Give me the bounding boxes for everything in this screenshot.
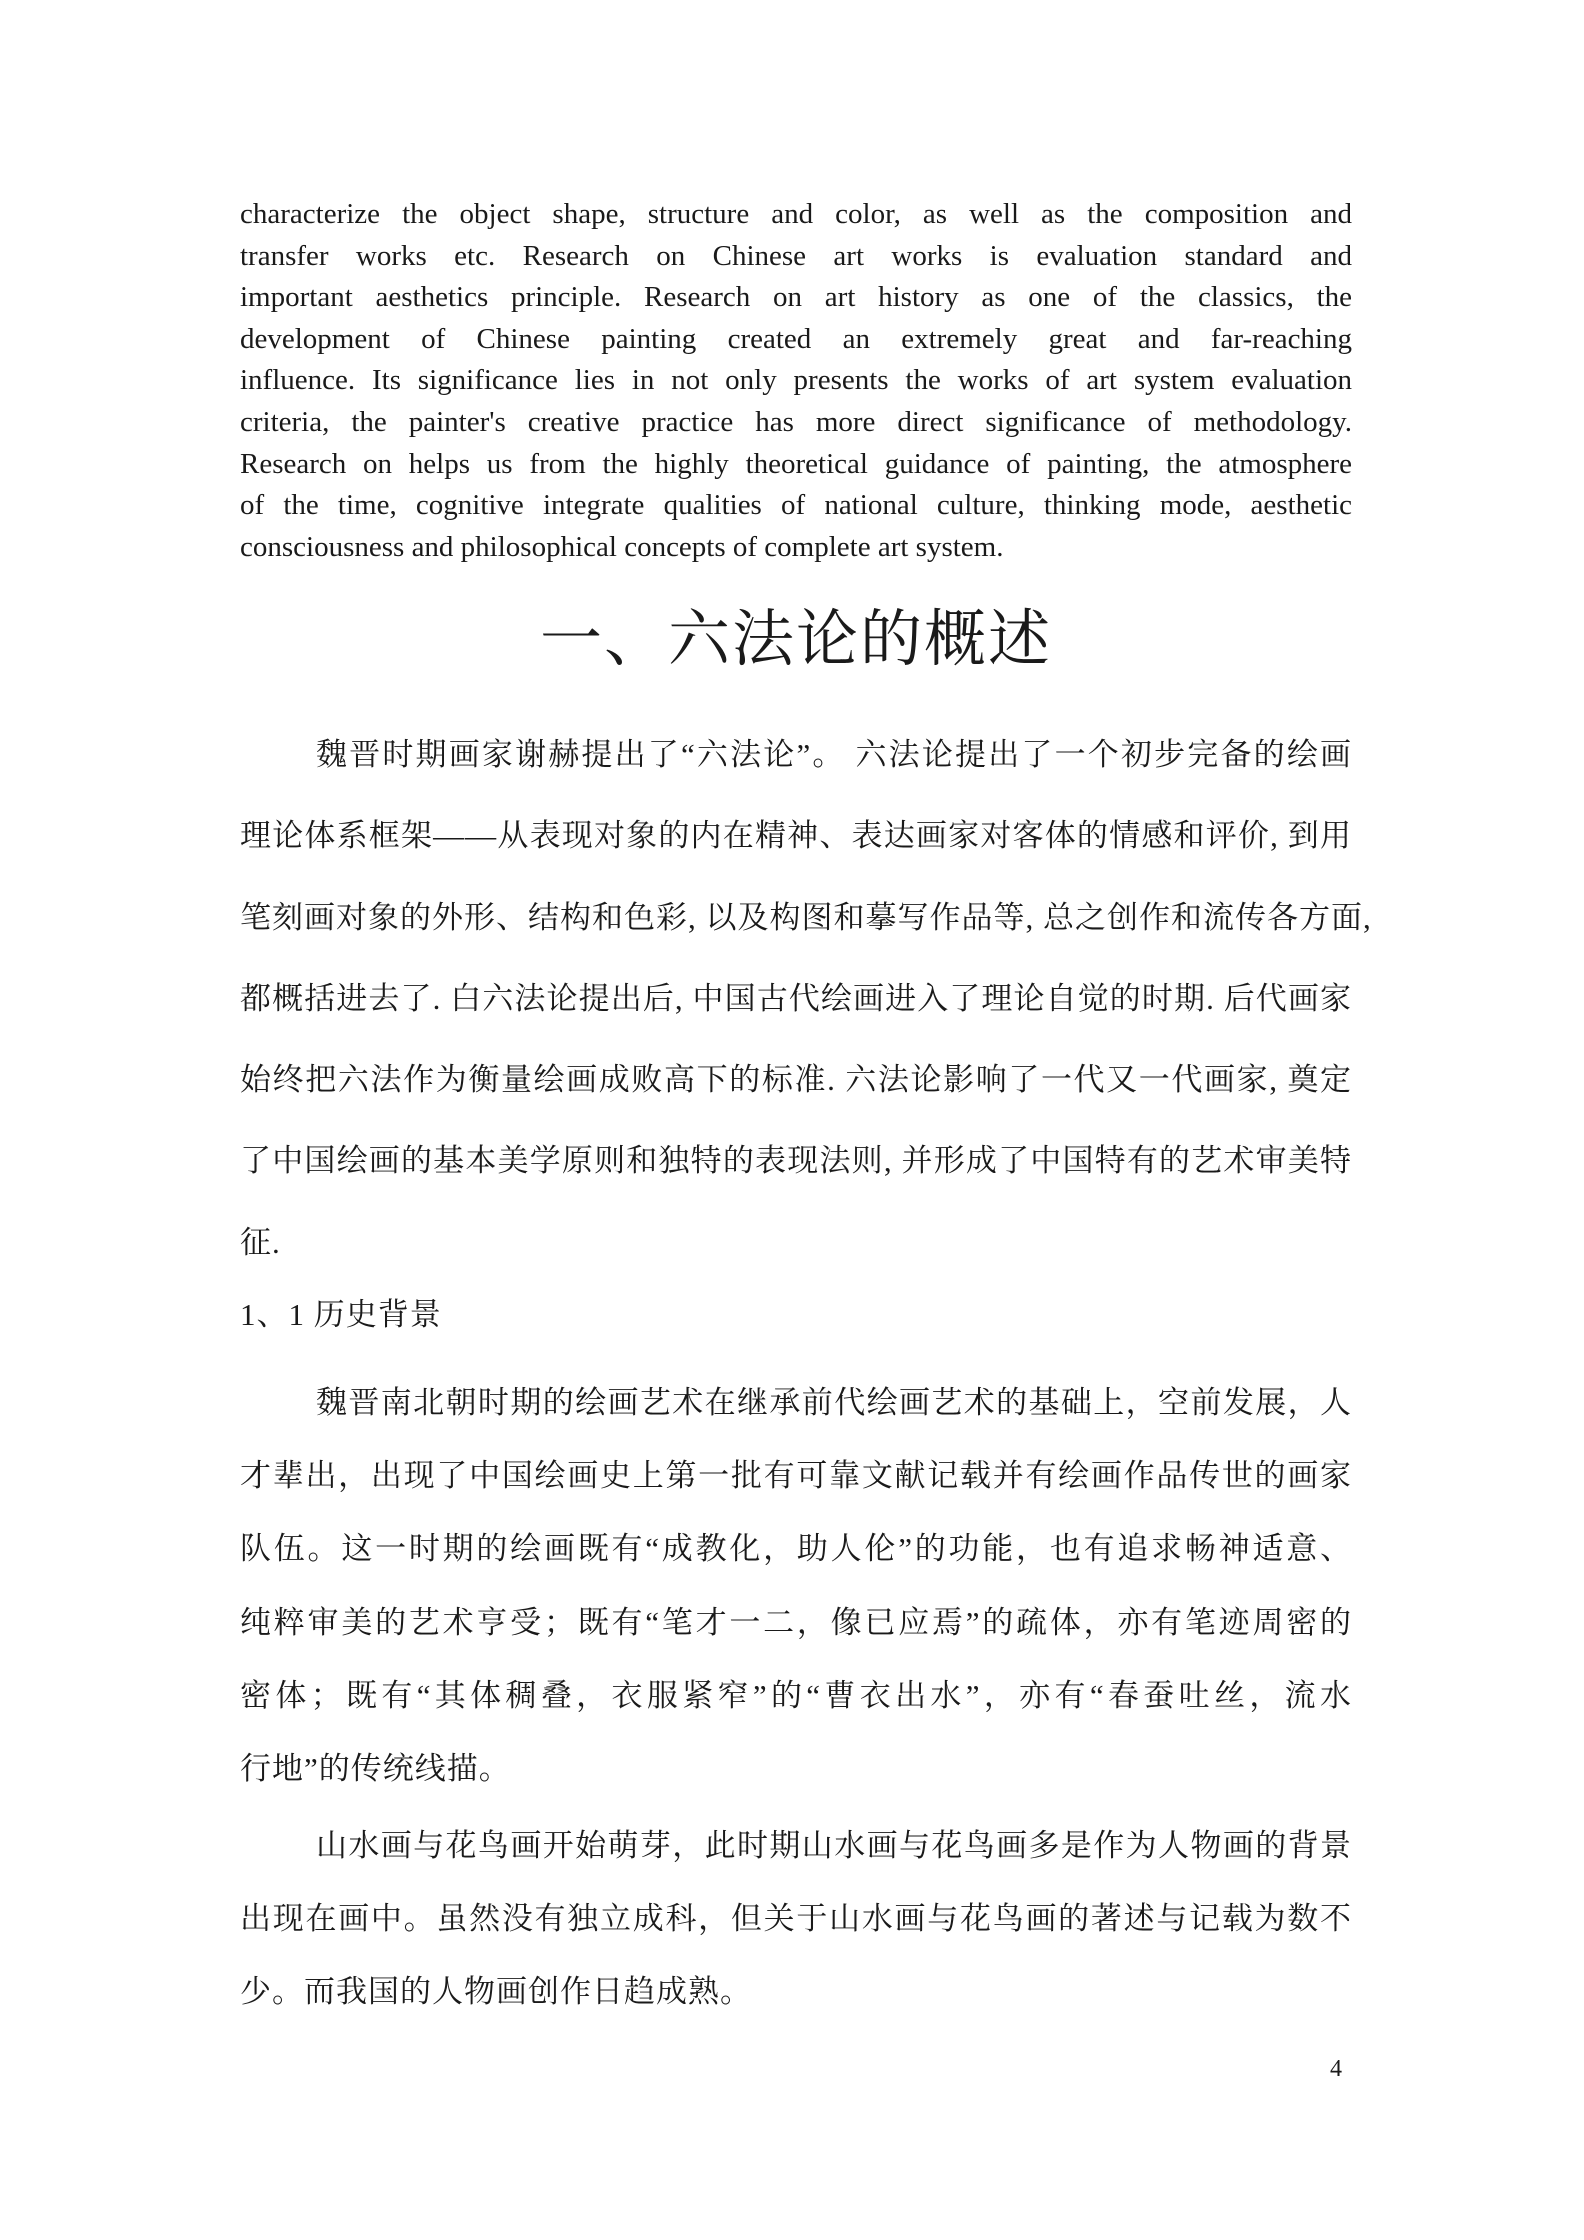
text-line: 始终把六法作为衡量绘画成败高下的标准. 六法论影响了一代又一代画家, 奠定 xyxy=(240,1062,1352,1098)
text-line: 纯粹审美的艺术亨受；既有“笔才一二，像已应焉”的疏体，亦有笔迹周密的 xyxy=(240,1604,1352,1640)
subsection-heading: 1、1 历史背景 xyxy=(240,1297,442,1332)
text-line: 都概括进去了. 白六法论提出后, 中国古代绘画进入了理论自觉的时期. 后代画家 xyxy=(240,980,1352,1016)
text-line: influence. Its significance lies in not only presents the works of art system evaluation xyxy=(240,364,1352,397)
text-line: 才辈出，出现了中国绘画史上第一批有可靠文献记载并有绘画作品传世的画家 xyxy=(240,1458,1352,1494)
text-line: 魏晋时期画家谢赫提出了“六法论”。 六法论提出了一个初步完备的绘画 xyxy=(316,737,1352,772)
text-line: transfer works etc. Research on Chinese art works is evaluation standard and xyxy=(240,239,1352,272)
text-line: 密体；既有“其体稠叠，衣服紧窄”的“曹衣出水”，亦有“春蚕吐丝，流水 xyxy=(240,1677,1352,1713)
english-paragraph xyxy=(240,194,1352,568)
text-line: characterize the object shape, structure and color, as well as the composition and xyxy=(240,198,1352,230)
text-line: 征. xyxy=(240,1224,281,1260)
paragraph-landscape xyxy=(240,1809,1352,2029)
text-line: important aesthetics principle. Research on art history as one of the classics, the xyxy=(240,281,1352,314)
text-line: 山水画与花鸟画开始萌芽，此时期山水画与花鸟画多是作为人物画的背景 xyxy=(316,1828,1352,1863)
text-line: 出现在画中。虽然没有独立成科，但关于山水画与花鸟画的著述与记载为数不 xyxy=(240,1901,1352,1937)
paragraph-overview xyxy=(240,714,1372,1283)
text-line: 行地”的传统线描。 xyxy=(240,1751,511,1787)
text-line: 理论体系框架——从表现对象的内在精神、表达画家对客体的情感和评价, 到用 xyxy=(240,818,1352,854)
text-line: of the time, cognitive integrate qualities of national culture, thinking mode, aesthetic xyxy=(240,489,1352,522)
text-line: 了中国绘画的基本美学原则和独特的表现法则, 并形成了中国特有的艺术审美特 xyxy=(240,1143,1352,1179)
text-line: criteria, the painter's creative practice has more direct significance of methodology. xyxy=(240,405,1352,438)
text-line: 队伍。这一时期的绘画既有“成教化，助人伦”的功能，也有追求畅神适意、 xyxy=(240,1531,1352,1567)
text-line: development of Chinese painting created an extremely great and far-reaching xyxy=(240,322,1352,355)
section-heading: 一、六法论的概述 xyxy=(539,606,1052,674)
page-number: 4 xyxy=(1330,2056,1342,2082)
text-line: 魏晋南北朝时期的绘画艺术在继承前代绘画艺术的基础上，空前发展，人 xyxy=(316,1385,1352,1420)
text-line: 笔刻画对象的外形、结构和色彩, 以及构图和摹写作品等, 总之创作和流传各方面, xyxy=(240,899,1372,935)
text-line: Research on helps us from the highly theoretical guidance of painting, the atmosphere xyxy=(240,447,1352,480)
text-line: 少。而我国的人物画创作日趋成熟。 xyxy=(240,1974,752,2010)
paragraph-history xyxy=(240,1366,1352,1805)
text-line: consciousness and philosophical concepts of complete art system. xyxy=(240,530,1004,563)
